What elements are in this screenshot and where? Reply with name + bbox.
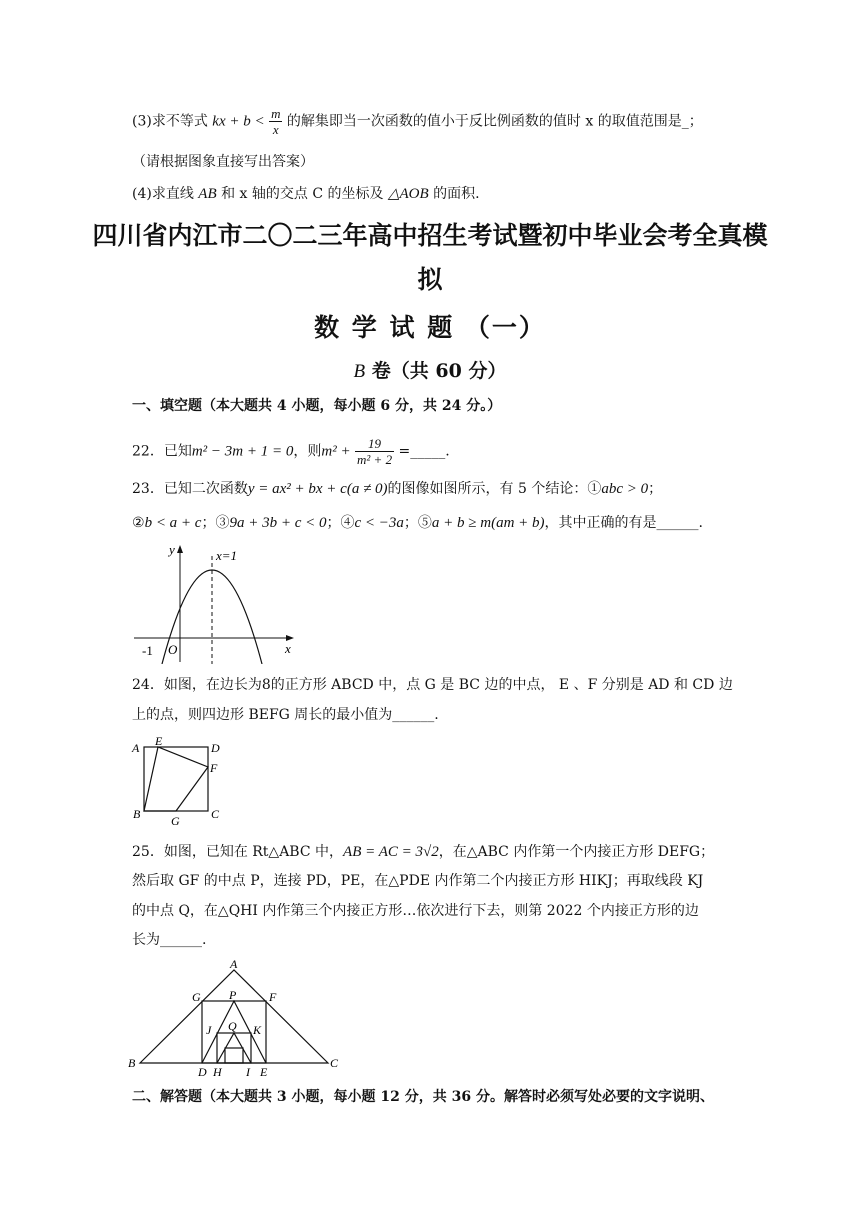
label-k: K — [253, 1023, 262, 1037]
part2-heading: 二、解答题（本大题共 3 小题，每小题 12 分，共 36 分。解答时必须写处必要的文字说明、 — [132, 1089, 714, 1105]
exam-subtitle: 数 学 试 题 （一） — [314, 313, 546, 342]
label-q: Q — [228, 1019, 237, 1033]
q25-line3: 的中点 Q，在△QHI 内作第三个内接正方形…依次进行下去，则第 2022 个内接正方形的边 — [132, 903, 699, 919]
label-e: E — [260, 1065, 268, 1078]
label-b: B — [133, 807, 141, 821]
triangle-squares-figure — [124, 956, 344, 1078]
part1-heading: 一、填空题（本大题共 4 小题，每小题 6 分，共 24 分。） — [132, 398, 502, 414]
label-d: D — [211, 741, 220, 755]
label-d: D — [198, 1065, 207, 1078]
label-b: B — [128, 1056, 136, 1070]
origin-label: O — [168, 642, 178, 657]
q3-prefix: (3)求不等式 — [132, 113, 208, 130]
q25-line1: 25．如图，已知在 Rt△ABC 中，AB = AC = 3√2，在△ABC 内作第一个内接正方形 DEFG； — [132, 844, 715, 860]
square-abcd — [144, 747, 208, 811]
q3-suffix: 的解集即当一次函数的值小于反比例函数的值时 x 的取值范围是_； — [286, 113, 703, 130]
q4-line: (4)求直线 AB 和 x 轴的交点 C 的坐标及 △AOB 的面积. — [132, 186, 480, 202]
label-g: G — [192, 990, 201, 1004]
q24-line1: 24．如图，在边长为8的正方形 ABCD 中，点 G 是 BC 边的中点， E 、F 分别是 AD 和 CD 边 — [132, 677, 733, 693]
q25-line2: 然后取 GF 的中点 P，连接 PD，PE，在△PDE 内作第二个内接正方形 HIKJ；再取线段 KJ — [132, 873, 704, 889]
q25-line4: 长为______. — [132, 932, 207, 948]
exam-title-line1: 四川省内江市二〇二三年高中招生考试暨初中毕业会考全真模 — [92, 221, 768, 250]
label-e: E — [155, 734, 163, 748]
square-third — [225, 1048, 243, 1063]
q22-fraction: $\frac{19}{\text{m² + 2}}$ — [357, 436, 393, 467]
label-j: J — [206, 1023, 212, 1037]
y-axis-arrow — [177, 545, 183, 553]
q22: 22．已知m² − 3m + 1 = 0，则m² + $\frac{19}{\text{m² + 2}}$ =_____. — [132, 436, 450, 467]
q3-fraction: $\frac{m}{x}$ — [271, 106, 281, 137]
label-h: H — [213, 1065, 222, 1078]
label-g: G — [171, 814, 180, 828]
x-label: x — [285, 641, 291, 656]
label-a: A — [230, 957, 238, 971]
neg1-label: -1 — [142, 643, 153, 658]
triangle-abc — [140, 970, 328, 1063]
label-a: A — [132, 741, 140, 755]
square-figure — [130, 734, 230, 828]
q3-inequality: kx + b < — [212, 113, 265, 130]
q24-line2: 上的点，则四边形 BEFG 周长的最小值为______. — [132, 707, 439, 723]
label-c: C — [330, 1056, 339, 1070]
exam-title-line2: 拟 — [417, 265, 443, 294]
parabola-figure — [132, 540, 302, 664]
label-f: F — [210, 761, 218, 775]
q3-note: （请根据图象直接写出答案） — [132, 154, 314, 170]
y-label: y — [169, 542, 175, 557]
label-p: P — [229, 988, 237, 1002]
quad-befg — [144, 747, 208, 811]
symmetry-label: x=1 — [216, 548, 238, 563]
q3-line — [132, 106, 703, 137]
section-b-heading: B 卷（共 60 分） — [353, 360, 507, 382]
q23-line2: ②b < a + c；③9a + 3b + c < 0；④c < −3a；⑤a + b ≥ m(am + b)，其中正确的有是______. — [132, 515, 703, 531]
label-f: F — [269, 990, 277, 1004]
label-c: C — [211, 807, 220, 821]
label-i: I — [246, 1065, 250, 1078]
q23-line1: 23．已知二次函数y = ax² + bx + c(a ≠ 0)的图像如图所示，有 5 个结论：①abc > 0； — [132, 481, 663, 497]
